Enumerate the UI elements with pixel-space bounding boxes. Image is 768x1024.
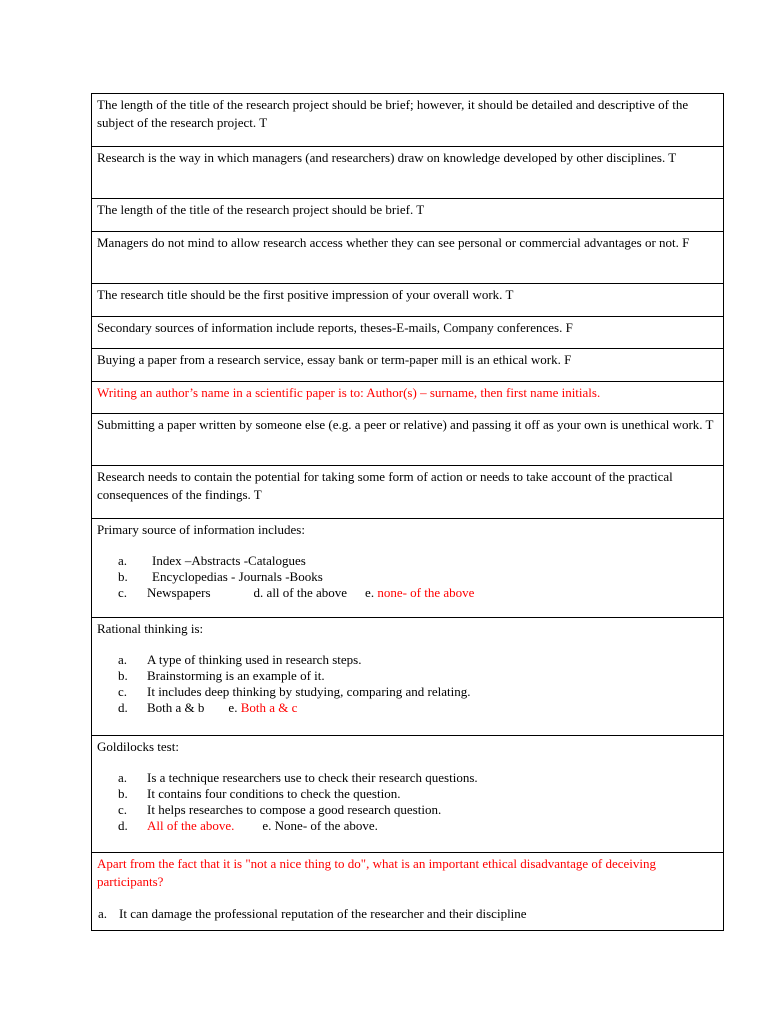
table-row <box>92 199 724 232</box>
table-row <box>92 147 724 199</box>
option-d-e: d. All of the above. e. None- of the above. <box>118 818 378 833</box>
statement-cell: Managers do not mind to allow research access whether they can see personal or commercial advantages or not. F <box>92 232 724 284</box>
question-cell-goldilocks <box>92 736 724 853</box>
statement-cell: The research title should be the first positive impression of your overall work. T <box>92 284 724 317</box>
option-list <box>97 652 718 716</box>
option-b: b. It contains four conditions to check the question. <box>118 786 401 801</box>
option-c: c. It includes deep thinking by studying, comparing and relating. <box>118 684 471 699</box>
option-list <box>97 553 718 601</box>
question-title: Rational thinking is: <box>97 621 204 636</box>
statement-cell: The length of the title of the research project should be brief; however, it should be detailed and descriptive of the subject of the research project. T <box>92 94 724 147</box>
table-row <box>92 232 724 284</box>
question-cell-rational-thinking <box>92 618 724 736</box>
option-e: e. None- of the above. <box>262 818 378 833</box>
option-a: a. Index –Abstracts -Catalogues <box>118 553 306 568</box>
option-a: a. Is a technique researchers use to check their research questions. <box>118 770 478 785</box>
option-list <box>97 770 718 834</box>
question-cell-deceiving <box>92 853 724 931</box>
option-b: b. Encyclopedias - Journals -Books <box>118 569 323 584</box>
table-row <box>92 317 724 349</box>
statement-cell-highlighted: Writing an author’s name in a scientific paper is to: Author(s) – surname, then first name initials. <box>92 382 724 414</box>
table-row <box>92 284 724 317</box>
statement-cell: Buying a paper from a research service, essay bank or term-paper mill is an ethical work. F <box>92 349 724 382</box>
option-a: a. It can damage the professional reputation of the researcher and their discipline <box>98 906 527 921</box>
statement-cell: Research needs to contain the potential for taking some form of action or needs to take account of the practical consequences of the findings. T <box>92 466 724 519</box>
table-row <box>92 736 724 853</box>
option-a: a. A type of thinking used in research steps. <box>118 652 362 667</box>
question-title: Primary source of information includes: <box>97 522 305 537</box>
option-c: c. It helps researches to compose a good research question. <box>118 802 442 817</box>
question-cell-primary-source <box>92 519 724 618</box>
option-d-e: d. Both a & b e. Both a & c <box>118 700 298 715</box>
statement-cell: Submitting a paper written by someone else (e.g. a peer or relative) and passing it off as your own is unethical work. T <box>92 414 724 466</box>
statement-cell: Secondary sources of information include reports, theses-E-mails, Company conferences. F <box>92 317 724 349</box>
table-row <box>92 853 724 931</box>
statement-cell: The length of the title of the research project should be brief. T <box>92 199 724 232</box>
table-row <box>92 618 724 736</box>
question-table <box>91 93 724 931</box>
table-row <box>92 414 724 466</box>
table-row <box>92 349 724 382</box>
question-title: Goldilocks test: <box>97 739 179 754</box>
table-row <box>92 94 724 147</box>
table-row <box>92 382 724 414</box>
question-title: Apart from the fact that it is "not a nice thing to do", what is an important ethical disadvantage of deceiving participants? <box>97 856 656 889</box>
table-row <box>92 519 724 618</box>
option-e: e. Both a & c <box>228 700 298 715</box>
option-c-d-e: c. Newspapers d. all of the above e. none- of the above <box>118 585 475 600</box>
option-b: b. Brainstorming is an example of it. <box>118 668 325 683</box>
statement-cell: Research is the way in which managers (and researchers) draw on knowledge developed by other disciplines. T <box>92 147 724 199</box>
option-e: e. none- of the above <box>365 585 475 600</box>
option-d: d. all of the above <box>253 585 348 600</box>
table-row <box>92 466 724 519</box>
